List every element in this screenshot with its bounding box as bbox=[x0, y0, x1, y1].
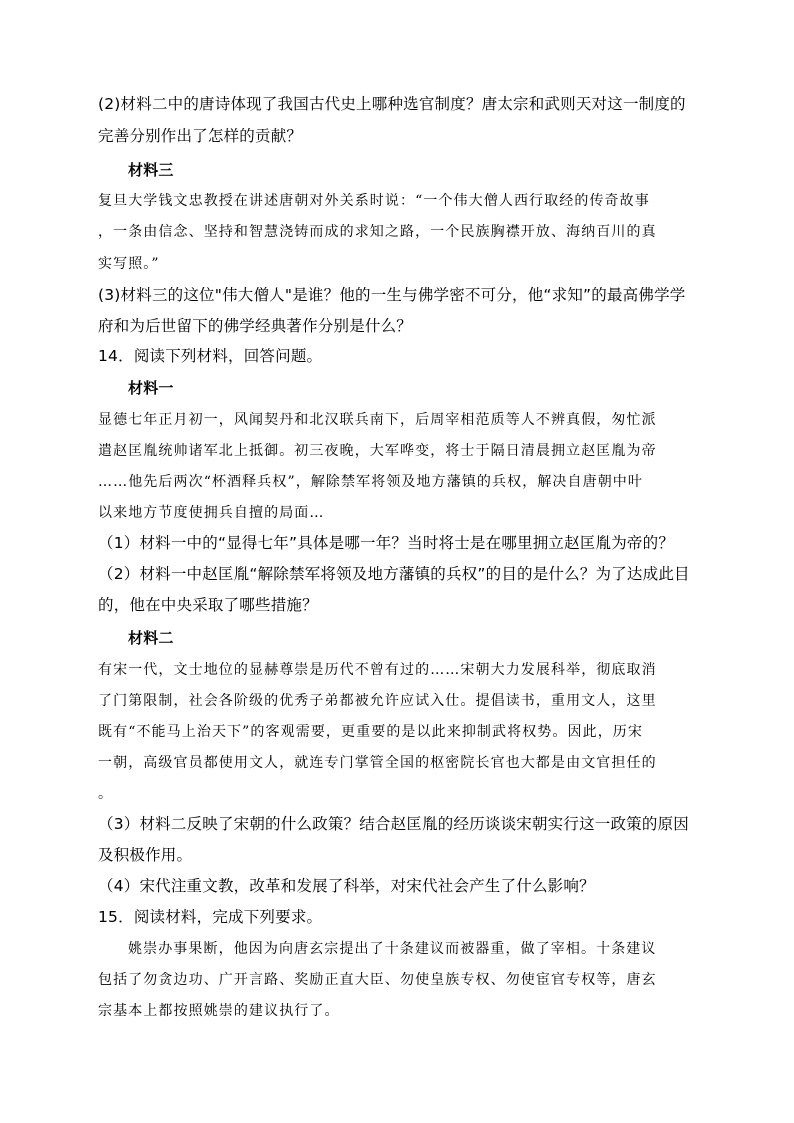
question-15-text-line-2: 包括了勿贪边功、广开言路、奖励正直大臣、勿使皇族专权、勿使宦官专权等，唐玄 bbox=[98, 972, 657, 988]
material-1-text-line-1: 显德七年正月初一，风闻契丹和北汉联兵南下，后周宰相范质等人不辨真假，匆忙派 bbox=[98, 412, 657, 428]
question-15-text-line-3: 宗基本上都按照姚崇的建议执行了。 bbox=[98, 1003, 340, 1019]
question-14-3-line-2: 及积极作用。 bbox=[98, 846, 193, 864]
material-3-text-line-3: 实写照。” bbox=[98, 256, 160, 272]
material-3-text-line-1: 复旦大学钱文忠教授在讲述唐朝对外关系时说：“一个伟大僧人西行取经的传奇故事 bbox=[98, 193, 650, 209]
question-3-line-1: (3)材料三的这位"伟大僧人"是谁？他的一生与佛学密不可分，他“求知”的最高佛学学 bbox=[98, 286, 686, 304]
question-15-text-line-1: 姚崇办事果断，他因为向唐玄宗提出了十条建议而被器重，做了宰相。十条建议 bbox=[128, 941, 657, 957]
question-14-2-line-2: 的，他在中央采取了哪些措施？ bbox=[98, 596, 318, 614]
question-14-3-line-1: （3）材料二反映了宋朝的什么政策？结合赵匡胤的经历谈谈宋朝实行这一政策的原因 bbox=[98, 815, 689, 833]
question-2-line-1: (2)材料二中的唐诗体现了我国古代史上哪种选官制度？唐太宗和武则天对这一制度的 bbox=[98, 95, 686, 113]
material-2-text-line-1: 有宋一代，文士地位的显赫尊崇是历代不曾有过的……宋朝大力发展科举，彻底取消 bbox=[98, 662, 657, 678]
material-1-text-line-3: ……他先后两次“杯酒释兵权”，解除禁军将领及地方藩镇的兵权，解决自唐朝中叶 bbox=[98, 474, 644, 490]
question-14-1: （1）材料一中的“显得七年”具体是哪一年？当时将士是在哪里拥立赵匡胤为帝的？ bbox=[98, 534, 675, 552]
question-15-heading: 15．阅读材料，完成下列要求。 bbox=[98, 908, 323, 926]
material-1-text-line-2: 遣赵匡胤统帅诸军北上抵御。初三夜晚，大军哗变，将士于隔日清晨拥立赵匡胤为帝 bbox=[98, 443, 657, 459]
material-1-heading: 材料一 bbox=[128, 379, 174, 397]
material-1-text-line-4: 以来地方节度使拥兵自擅的局面… bbox=[98, 505, 325, 521]
question-14-4: （4）宋代注重文教，改革和发展了科举，对宋代社会产生了什么影响？ bbox=[98, 877, 595, 895]
material-2-text-line-5: 。 bbox=[98, 786, 114, 802]
material-3-text-line-2: ，一条由信念、坚持和智慧浇铸而成的求知之路，一个民族胸襟开放、海纳百川的真 bbox=[98, 224, 657, 240]
question-2-line-2: 完善分别作出了怎样的贡献？ bbox=[98, 127, 303, 145]
material-3-heading: 材料三 bbox=[128, 161, 174, 179]
question-14-heading: 14．阅读下列材料，回答问题。 bbox=[98, 347, 323, 365]
material-2-text-line-4: 一朝，高级官员都使用文人，就连专门掌管全国的枢密院长官也大都是由文官担任的 bbox=[98, 755, 657, 771]
material-2-text-line-3: 既有“不能马上治天下”的客观需要，更重要的是以此来抑制武将权势。因此，历宋 bbox=[98, 724, 644, 740]
question-14-2-line-1: （2）材料一中赵匡胤“解除禁军将领及地方藩镇的兵权”的目的是什么？为了达成此目 bbox=[98, 565, 690, 583]
material-2-text-line-2: 了门第限制，社会各阶级的优秀子弟都被允许应试入仕。提倡读书，重用文人，这里 bbox=[98, 693, 657, 709]
question-3-line-2: 府和为后世留下的佛学经典著作分别是什么？ bbox=[98, 317, 413, 335]
material-2-heading: 材料二 bbox=[128, 629, 174, 647]
